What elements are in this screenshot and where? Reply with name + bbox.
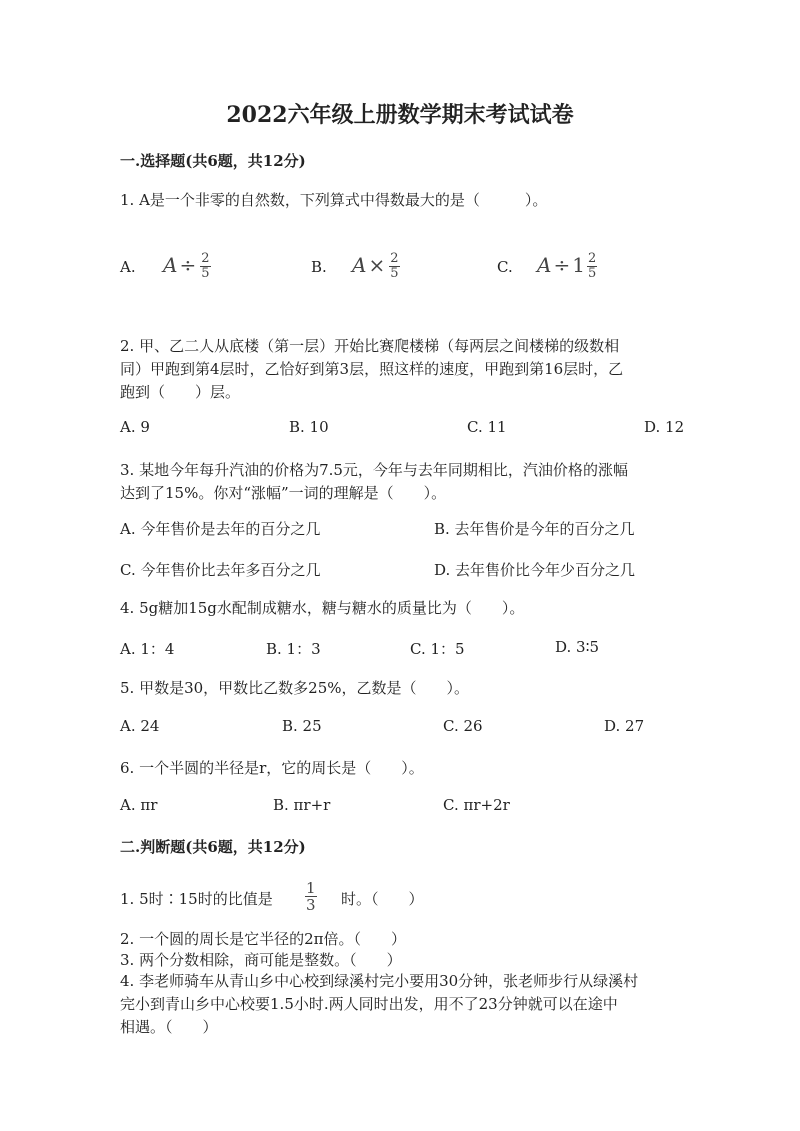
question-3-option-d: D. 去年售价比今年少百分之几 [434, 561, 636, 579]
question-2-line-3: 跑到（ ）层。 [120, 383, 241, 401]
question-6-text: 6. 一个半圆的半径是r，它的周长是（ ）。 [120, 759, 424, 777]
judgement-3-text: 3. 两个分数相除，商可能是整数。（ ） [120, 951, 402, 969]
question-1-text: 1. A是一个非零的自然数，下列算式中得数最大的是（ ）。 [120, 191, 548, 209]
question-1-option-c-expression: A ÷ 1 $\frac{2}{5}$ [537, 251, 597, 281]
question-5-option-d: D. 27 [604, 717, 645, 735]
question-1-option-a-expression: A ÷ $\frac{2}{5}$ [163, 251, 210, 281]
question-4-option-a: A. 1：4 [120, 640, 175, 658]
question-5-option-b: B. 25 [282, 717, 322, 735]
question-2-option-a: A. 9 [120, 418, 150, 436]
question-6-option-c: C. πr+2r [443, 796, 510, 814]
question-1-option-b-label: B. [311, 258, 327, 276]
question-1-option-b-expression: A × $\frac{2}{5}$ [352, 251, 399, 281]
question-6-option-b: B. πr+r [273, 796, 331, 814]
question-4-option-d: D. 3∶5 [555, 638, 600, 656]
question-3-option-b: B. 去年售价是今年的百分之几 [434, 520, 635, 538]
question-6-option-a: A. πr [120, 796, 158, 814]
judgement-4-line-1: 4. 李老师骑车从青山乡中心校到绿溪村完小要用30分钟，张老师步行从绿溪村 [120, 972, 639, 990]
judgement-4-line-2: 完小到青山乡中心校要1.5小时.两人同时出发，用不了23分钟就可以在途中 [120, 995, 618, 1013]
question-3-line-1: 3. 某地今年每升汽油的价格为7.5元，今年与去年同期相比，汽油价格的涨幅 [120, 461, 628, 479]
question-4-text: 4. 5g糖加15g水配制成糖水，糖与糖水的质量比为（ ）。 [120, 599, 525, 617]
question-2-option-d: D. 12 [644, 418, 685, 436]
question-5-option-c: C. 26 [443, 717, 483, 735]
question-1-option-a-label: A. [120, 258, 136, 276]
judgement-2-text: 2. 一个圆的周长是它半径的2π倍。（ ） [120, 930, 406, 948]
question-3-option-c: C. 今年售价比去年多百分之几 [120, 561, 321, 579]
question-2-line-1: 2. 甲、乙二人从底楼（第一层）开始比赛爬楼梯（每两层之间楼梯的级数相 [120, 337, 620, 355]
question-2-line-2: 同）甲跑到第4层时，乙恰好到第3层，照这样的速度，甲跑到第16层时，乙 [120, 360, 624, 378]
question-1-option-c-label: C. [497, 258, 513, 276]
question-3-line-2: 达到了15%。你对“涨幅”一词的理解是（ ）。 [120, 484, 447, 502]
judgement-1-text-before: 1. 5时∶15时的比值是 [120, 890, 273, 908]
question-3-option-a: A. 今年售价是去年的百分之几 [120, 520, 321, 538]
question-2-option-c: C. 11 [467, 418, 507, 436]
section-heading-choice: 一.选择题(共6题，共12分) [120, 152, 306, 170]
question-5-option-a: A. 24 [120, 717, 160, 735]
question-5-text: 5. 甲数是30，甲数比乙数多25%，乙数是（ ）。 [120, 679, 470, 697]
judgement-1-fraction: $\frac{1}{3}$ [306, 879, 316, 914]
page-title: 2022六年级上册数学期末考试试卷 [226, 102, 574, 128]
section-heading-judgement: 二.判断题(共6题，共12分) [120, 838, 306, 856]
question-4-option-c: C. 1：5 [410, 640, 465, 658]
judgement-1-text-after: 时。（ ） [341, 890, 424, 908]
question-2-option-b: B. 10 [289, 418, 329, 436]
question-4-option-b: B. 1：3 [266, 640, 321, 658]
judgement-4-line-3: 相遇。（ ） [120, 1018, 218, 1036]
